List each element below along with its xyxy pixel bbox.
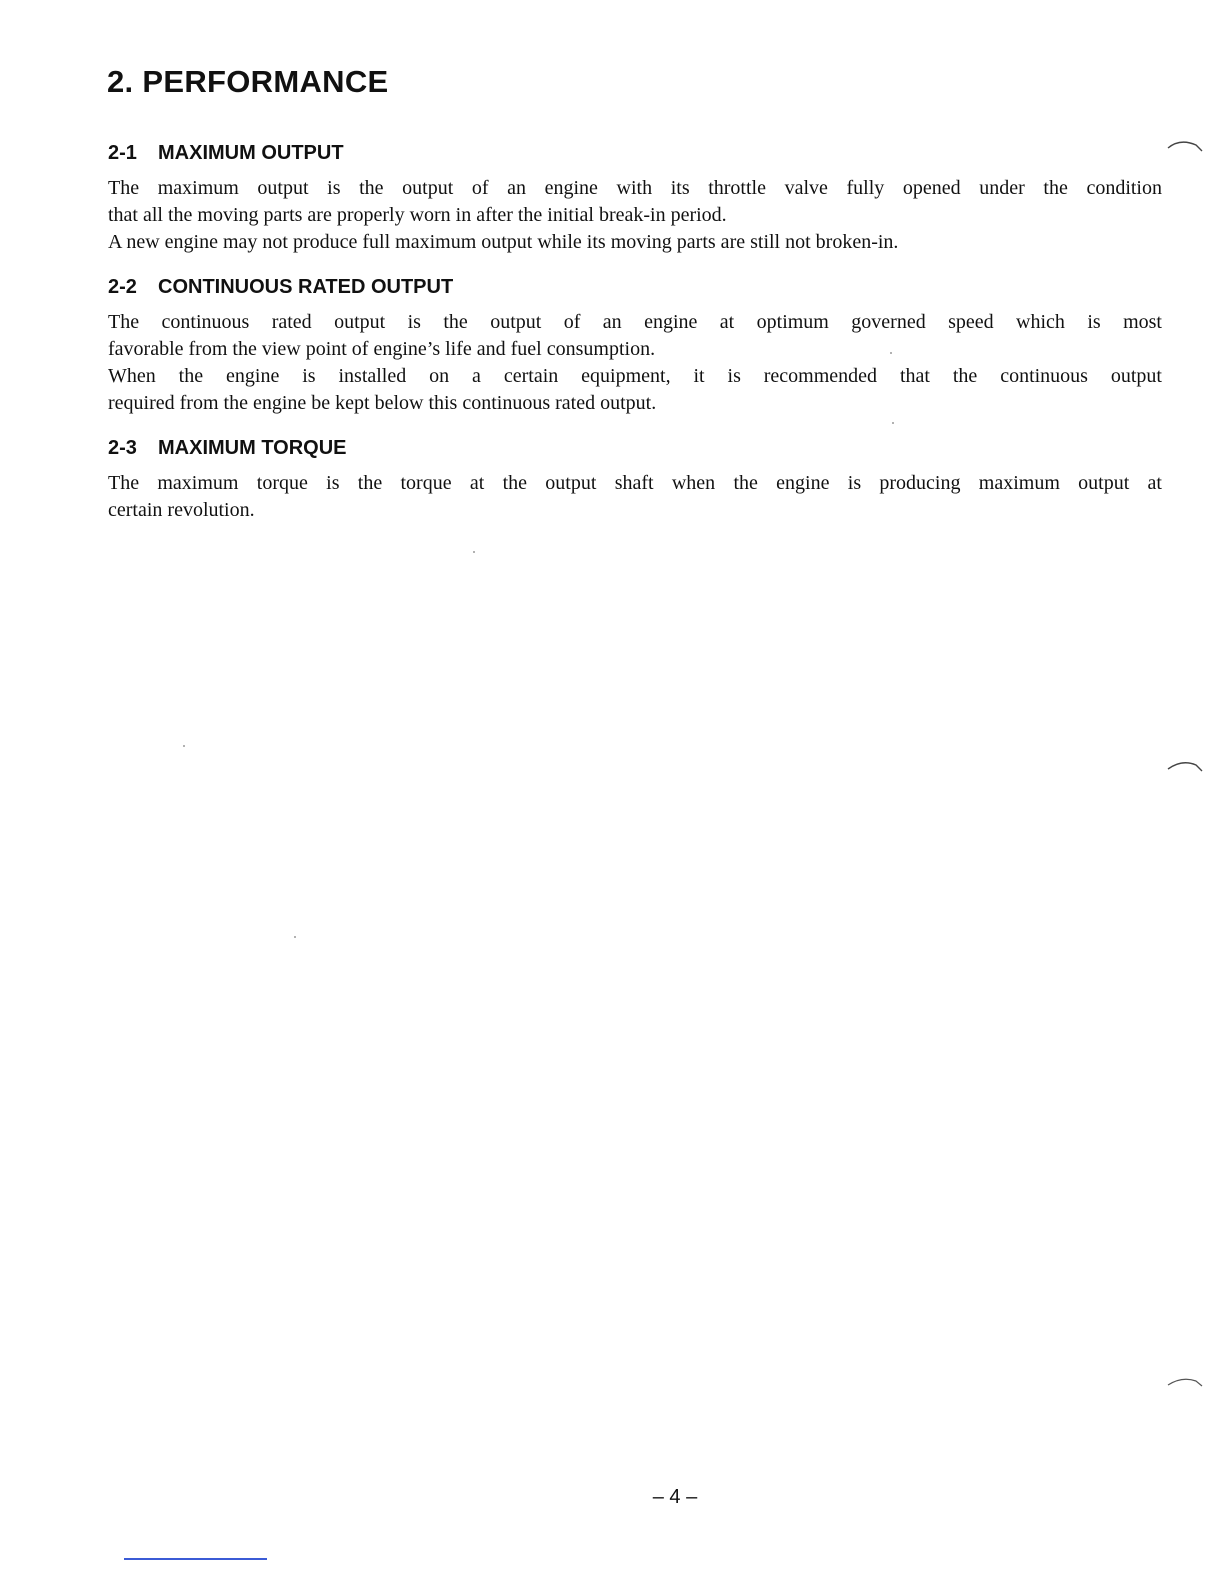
section-heading [108,274,1162,300]
section-maximum-output [108,140,1162,256]
page-title: 2. PERFORMANCE [107,64,389,99]
scan-mark-icon [1166,1376,1204,1388]
body-line: The maximum torque is the torque at the output shaft when the engine is producing maximum output at [108,472,1162,494]
page-number: – 4 – [652,1486,698,1508]
section-title: MAXIMUM OUTPUT [158,142,344,164]
body-line: that all the moving parts are properly worn in after the initial break-in period. [108,204,727,226]
body-line: A new engine may not produce full maximum output while its moving parts are still not broken-in. [108,231,899,253]
section-heading [108,140,1162,166]
body-line: When the engine is installed on a certain equipment, it is recommended that the continuous output [108,365,1162,387]
bottom-rule [124,1558,267,1560]
scan-speck [294,936,296,938]
scan-speck [892,422,894,424]
scan-speck [183,745,185,747]
section-title: CONTINUOUS RATED OUTPUT [158,276,454,298]
section-body [108,175,1162,256]
section-title: MAXIMUM TORQUE [158,437,347,459]
section-number: 2-3 [108,437,137,459]
section-body [108,309,1162,417]
scan-mark-icon [1166,760,1204,772]
section-maximum-torque [108,435,1162,524]
scan-speck [890,352,892,354]
body-line: The continuous rated output is the output of an engine at optimum governed speed which is most [108,311,1162,333]
body-line: The maximum output is the output of an engine with its throttle valve fully opened under the condition [108,177,1162,199]
section-continuous-rated-output [108,274,1162,417]
body-line: required from the engine be kept below this continuous rated output. [108,392,657,414]
scan-mark-icon [1166,140,1204,152]
scan-speck [473,551,475,553]
section-heading [108,435,1162,461]
body-line: favorable from the view point of engine’s life and fuel consumption. [108,338,656,360]
body-line: certain revolution. [108,499,255,521]
section-number: 2-2 [108,276,137,298]
section-body [108,470,1162,524]
section-number: 2-1 [108,142,137,164]
